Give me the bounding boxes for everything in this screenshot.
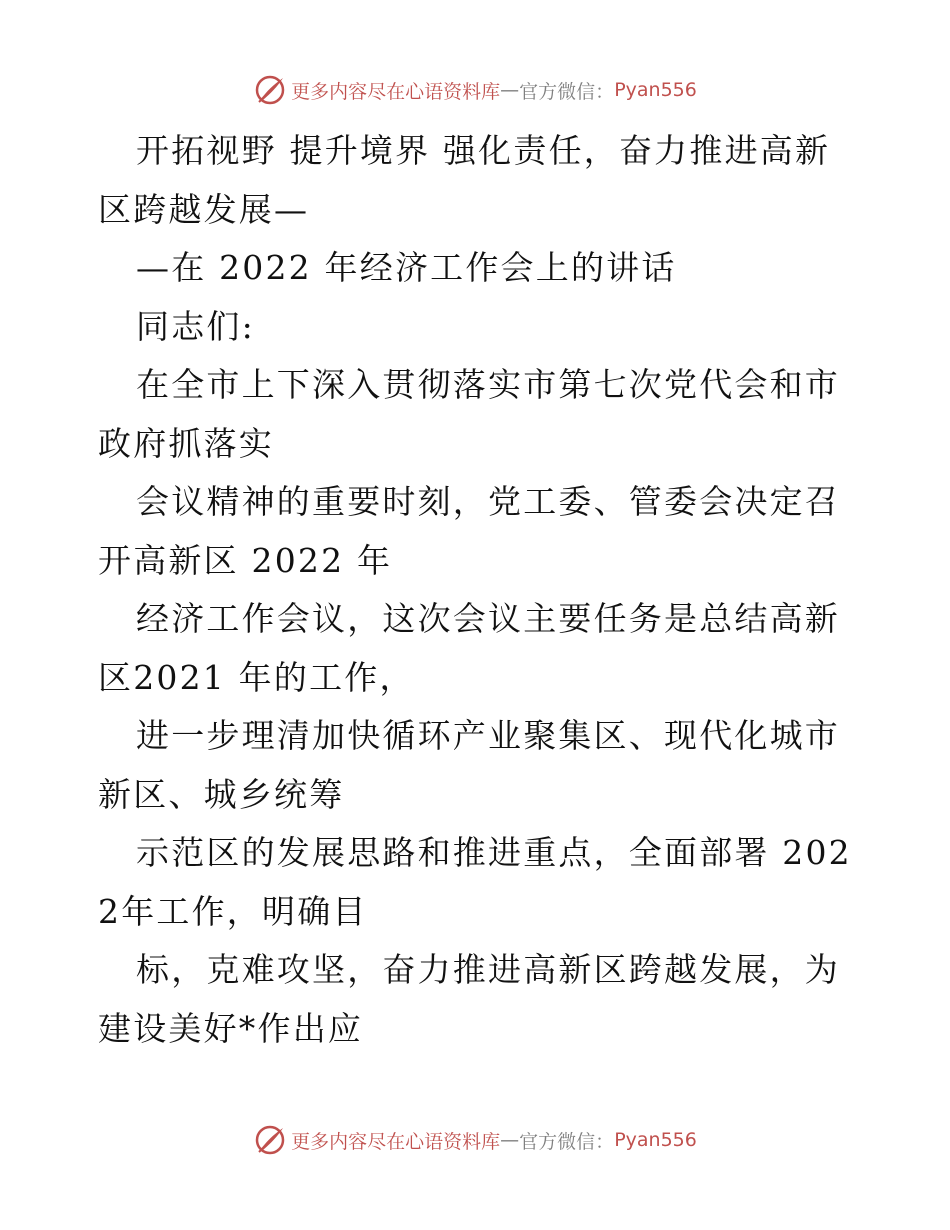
text-line: 在全市上下深入贯彻落实市第七次党代会和市政: [98, 365, 840, 463]
text-line: 标，克难攻坚，奋力推进高新区跨越发展，为建: [98, 950, 840, 1048]
text-line: 区、城乡统筹: [133, 774, 345, 814]
quill-logo-icon: [253, 1123, 287, 1157]
document-subtitle: —在 2022 年经济工作会上的讲话: [136, 248, 677, 287]
paragraph-1: [98, 356, 858, 473]
title-line-2: 跨越发展—: [133, 189, 310, 229]
text-line: 2021 年的工作，: [133, 657, 415, 697]
text-line: 经济工作会议，这次会议主要任务是总结高新区: [98, 599, 840, 697]
paragraph-2: [98, 473, 858, 590]
watermark-separator: —: [500, 1129, 520, 1151]
text-line: 示范区的发展思路和推进重点，全面部署 2022: [98, 833, 852, 931]
quill-logo-icon: [253, 73, 287, 107]
title-line-1: 开拓视野 提升境界 强化责任，奋力推进高新区: [98, 131, 831, 229]
text-line: 会议精神的重要时刻，党工委、管委会决定召开: [98, 482, 840, 580]
paragraph-3: [98, 590, 858, 707]
watermark-label: 官方微信：: [519, 80, 615, 103]
watermark-text: 更多内容尽在心语资料库: [291, 1130, 501, 1153]
salutation: 同志们:: [136, 306, 255, 346]
footer-watermark: [0, 1120, 950, 1160]
text-line: 年工作，明确目: [121, 891, 368, 931]
document-body: [98, 122, 858, 1058]
paragraph-4: [98, 707, 858, 824]
text-line: 高新区 2022 年: [133, 540, 393, 580]
watermark-text: 更多内容尽在心语资料库: [291, 80, 501, 103]
text-line: 府抓落实: [133, 423, 275, 463]
watermark-wechat-id: Pyan556: [614, 1129, 697, 1151]
watermark-wechat-id: Pyan556: [614, 79, 697, 101]
text-line: 进一步理清加快循环产业聚集区、现代化城市新: [98, 716, 840, 814]
document-title: [98, 122, 858, 239]
header-watermark: [0, 70, 950, 110]
watermark-label: 官方微信：: [519, 1130, 615, 1153]
text-line: 设美好*作出应: [133, 1008, 364, 1048]
watermark-separator: —: [500, 79, 520, 101]
paragraph-6: [98, 941, 858, 1058]
paragraph-5: [98, 824, 858, 941]
